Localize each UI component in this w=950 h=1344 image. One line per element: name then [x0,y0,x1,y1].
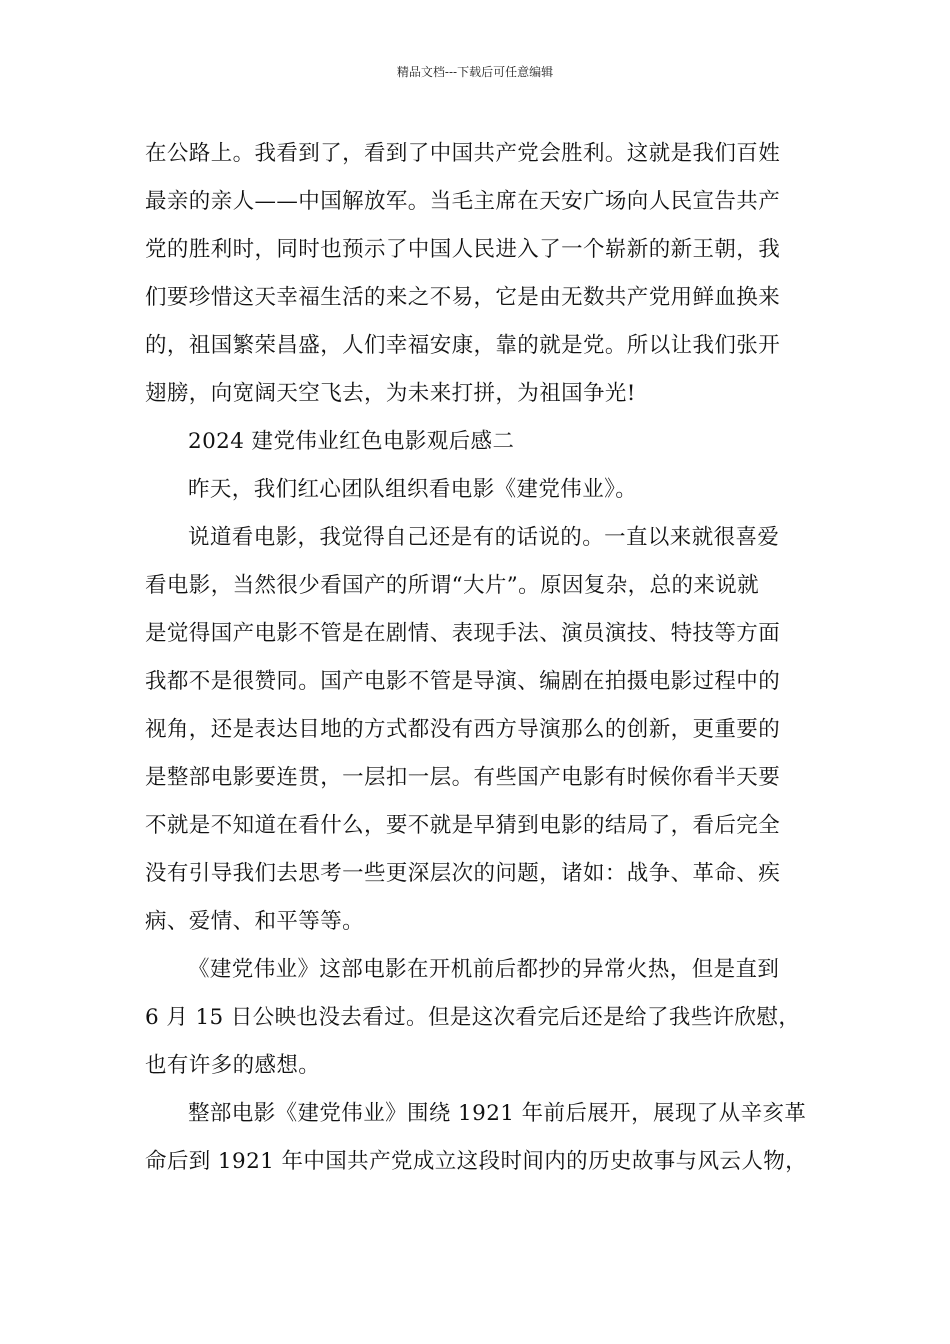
text-line: 是觉得国产电影不管是在剧情、表现手法、演员演技、特技等方面 [145,621,781,646]
text-line: 党的胜利时，同时也预示了中国人民进入了一个崭新的新王朝，我 [145,237,781,262]
page-header: 精品文档---下载后可任意编辑 [396,65,554,79]
text-line: 命后到 1921 年中国共产党成立这段时间内的历史故事与风云人物， [145,1149,808,1174]
text-line: 最亲的亲人——中国解放军。当毛主席在天安广场向人民宣告共产 [145,189,781,214]
text-line: 病、爱情、和平等等。 [145,909,365,934]
text-line: 我都不是很赞同。国产电影不管是导演、编剧在拍摄电影过程中的 [145,669,781,694]
text-line: 翅膀，向宽阔天空飞去，为未来打拼，为祖国争光! [145,381,636,406]
text-line: 看电影，当然很少看国产的所谓“大片”。原因复杂，总的来说就 [145,573,760,598]
document-body [145,130,810,1186]
text-line: 6 月 15 日公映也没去看过。但是这次看完后还是给了我些许欣慰， [145,1005,801,1030]
text-line: 在公路上。我看到了，看到了中国共产党会胜利。这就是我们百姓 [145,141,781,166]
section-heading: 2024 建党伟业红色电影观后感二 [188,429,515,454]
text-line: 不就是不知道在看什么，要不就是早猜到电影的结局了，看后完全 [145,813,781,838]
text-line: 也有许多的感想。 [145,1053,321,1078]
text-line: 没有引导我们去思考一些更深层次的问题，诸如：战争、革命、疾 [145,861,781,886]
text-line: 的，祖国繁荣昌盛，人们幸福安康，靠的就是党。所以让我们张开 [145,333,781,358]
text-line: 们要珍惜这天幸福生活的来之不易，它是由无数共产党用鲜血换来 [145,285,781,310]
text-line: 是整部电影要连贯，一层扣一层。有些国产电影有时候你看半天要 [145,765,781,790]
text-line: 昨天，我们红心团队组织看电影《建党伟业》。 [188,477,638,502]
text-line: 视角，还是表达目地的方式都没有西方导演那么的创新，更重要的 [145,717,781,742]
text-line: 《建党伟业》这部电影在开机前后都抄的异常火热，但是直到 [188,957,780,982]
text-line: 说道看电影，我觉得自己还是有的话说的。一直以来就很喜爱 [188,525,780,550]
text-line: 整部电影《建党伟业》围绕 1921 年前后展开，展现了从辛亥革 [188,1101,807,1126]
